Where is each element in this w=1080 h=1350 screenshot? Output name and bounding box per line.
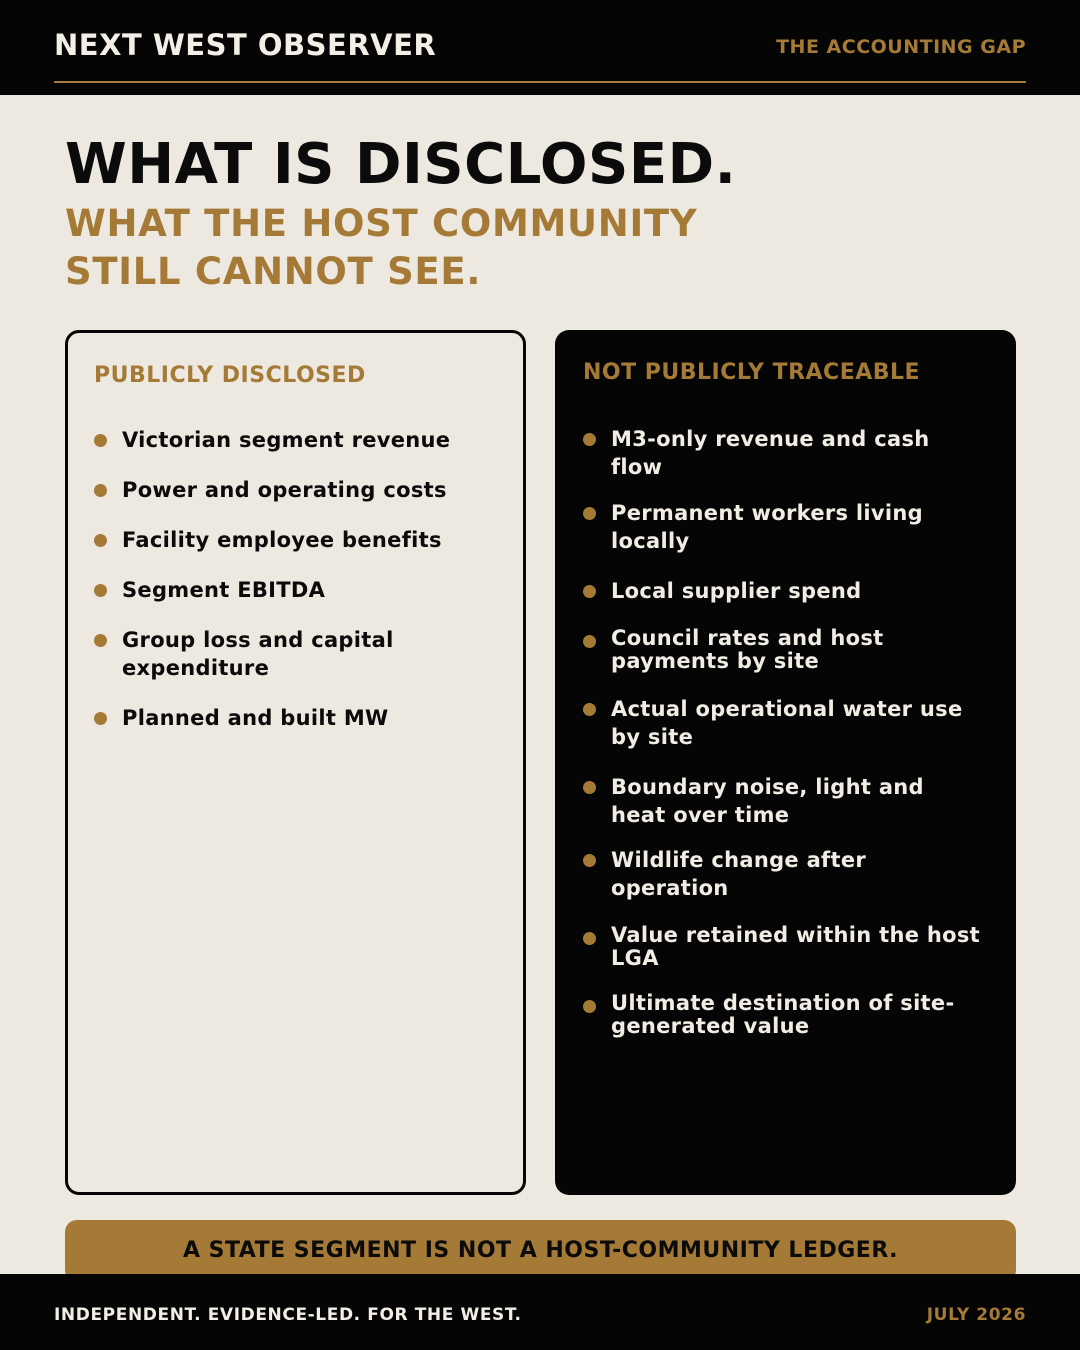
list-item (583, 425, 983, 481)
list-item (583, 846, 983, 902)
footer-tagline: INDEPENDENT. EVIDENCE-LED. FOR THE WEST. (54, 1305, 522, 1325)
not-traceable-list (583, 425, 983, 1038)
list-item (94, 526, 494, 554)
list-item (583, 577, 983, 605)
publication-name: NEXT WEST OBSERVER (54, 28, 437, 62)
list-item-text: Ultimate destination of site-generated value (611, 991, 955, 1038)
bullet-icon (583, 932, 596, 945)
list-item (94, 626, 494, 682)
bullet-icon (583, 507, 596, 520)
bullet-icon (583, 433, 596, 446)
page-subtitle: WHAT THE HOST COMMUNITY STILL CANNOT SEE. (65, 202, 698, 293)
bullet-icon (94, 584, 107, 597)
list-item-text: Boundary noise, light and heat over time (611, 775, 924, 827)
footer (0, 1274, 1080, 1350)
callout-banner (65, 1220, 1016, 1282)
list-item (94, 476, 494, 504)
disclosed-panel (65, 330, 526, 1195)
list-item-text: Permanent workers living locally (611, 501, 923, 553)
bullet-icon (583, 635, 596, 648)
bullet-icon (94, 484, 107, 497)
page-title: WHAT IS DISCLOSED. (65, 132, 737, 197)
list-item (583, 773, 983, 829)
list-item-text: M3-only revenue and cash flow (611, 427, 930, 479)
list-item-text: Planned and built MW (122, 706, 389, 730)
list-item (94, 704, 494, 732)
list-item-text: Victorian segment revenue (122, 428, 451, 452)
list-item (94, 426, 494, 454)
bullet-icon (583, 781, 596, 794)
list-item (94, 576, 494, 604)
masthead (0, 0, 1080, 95)
list-item-text: Value retained within the host LGA (611, 923, 981, 970)
disclosed-list (94, 426, 494, 754)
list-item-text: Local supplier spend (611, 579, 862, 603)
list-item-text: Power and operating costs (122, 478, 447, 502)
bullet-icon (583, 854, 596, 867)
list-item (583, 499, 983, 555)
list-item (583, 924, 983, 970)
callout-text: A STATE SEGMENT IS NOT A HOST-COMMUNITY LEDGER. (182, 1238, 899, 1263)
bullet-icon (94, 712, 107, 725)
bullet-icon (583, 585, 596, 598)
bullet-icon (94, 634, 107, 647)
list-item (583, 992, 983, 1038)
list-item-text: Wildlife change after operation (611, 848, 867, 900)
section-tag: THE ACCOUNTING GAP (776, 36, 1026, 58)
list-item (583, 695, 983, 751)
bullet-icon (94, 434, 107, 447)
list-item-text: Segment EBITDA (122, 578, 326, 602)
footer-date: JULY 2026 (926, 1305, 1026, 1325)
list-item-text: Facility employee benefits (122, 528, 442, 552)
disclosed-panel-title: PUBLICLY DISCLOSED (94, 363, 366, 388)
not-traceable-panel-title: NOT PUBLICLY TRACEABLE (583, 360, 921, 385)
list-item (583, 627, 983, 673)
list-item-text: Council rates and host payments by site (611, 626, 884, 673)
list-item-text: Actual operational water use by site (611, 697, 963, 749)
header-divider (54, 81, 1026, 83)
not-traceable-panel (555, 330, 1016, 1195)
bullet-icon (583, 703, 596, 716)
bullet-icon (94, 534, 107, 547)
bullet-icon (583, 1000, 596, 1013)
list-item-text: Group loss and capital expenditure (122, 628, 394, 680)
